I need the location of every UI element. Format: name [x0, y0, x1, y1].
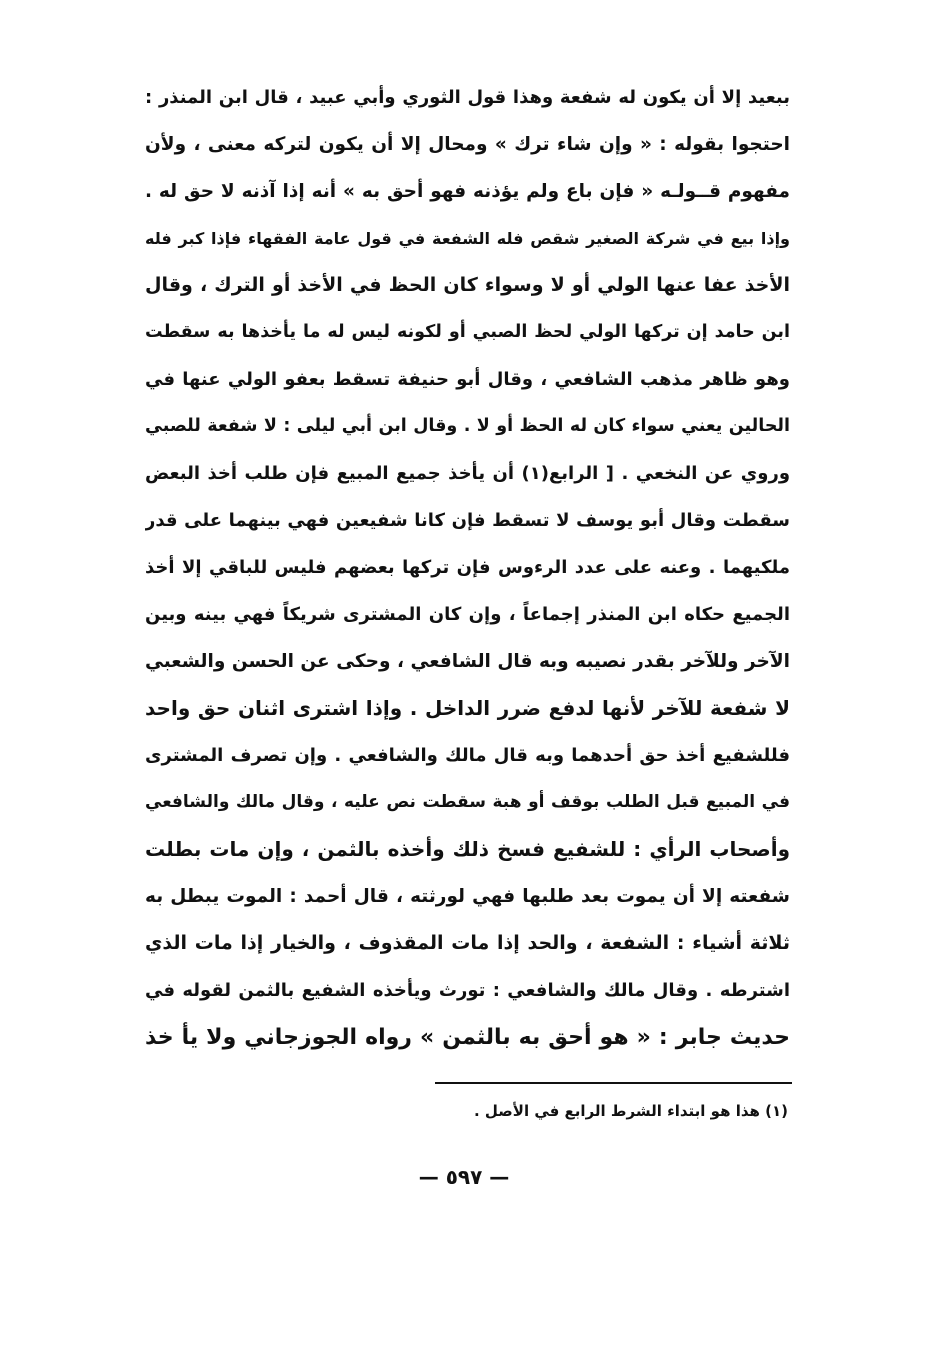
text-line-16: في المبيع قبل الطلب بوقف أو هبة سقطت نص عليه ، وقال مالك والشافعي — [145, 792, 790, 812]
text-line-18: شفعته إلا أن يموت بعد طلبها فهي لورثته ، قال أحمد : الموت يبطل به — [145, 886, 790, 907]
footnote-divider — [435, 1082, 792, 1084]
text-line-17: وأصحاب الرأي : للشفيع فسخ ذلك وأخذه بالثمن ، وإن مات بطلت — [145, 837, 790, 861]
text-line-3: مفهوم قــولـه « فإن باع ولم يؤذنه فهو أحق به » أنه إذا آذنه لا حق له . — [145, 181, 790, 202]
text-line-10: سقطت وقال أبو يوسف لا تسقط فإن كانا شفيعين فهي بينهما على قدر — [145, 510, 790, 531]
text-line-9: وروي عن النخعي . [ الرابع(١) أن يأخذ جميع المبيع فإن طلب أخذ البعض — [145, 463, 790, 484]
text-line-7: وهو ظاهر مذهب الشافعي ، وقال أبو حنيفة تسقط بعفو الولي عنها في — [145, 369, 790, 390]
text-line-13: الآخر وللآخر بقدر نصيبه وبه قال الشافعي ، وحكى عن الحسن والشعبي — [145, 651, 790, 672]
text-line-15: فللشفيع أخذ حق أحدهما وبه قال مالك والشافعي . وإن تصرف المشترى — [145, 745, 790, 766]
text-line-8: الحالين يعني سواء كان له الحظ أو لا . وقال ابن أبي ليلى : لا شفعة للصبي — [145, 416, 790, 436]
text-line-11: ملكيهما . وعنه على عدد الرءوس فإن تركها بعضهم فليس للباقي إلا أخذ — [145, 557, 790, 578]
footnote: (١) هذا هو ابتداء الشرط الرابع في الأصل . — [474, 1102, 788, 1120]
text-line-19: ثلاثة أشياء : الشفعة ، والحد إذا مات المقذوف ، والخيار إذا مات الذي — [145, 932, 790, 954]
text-line-12: الجميع حكاه ابن المنذر إجماعاً ، وإن كان المشترى شريكاً فهي بينه وبين — [145, 604, 790, 625]
text-line-1: ببعيد إلا أن يكون له شفعة وهذا قول الثوري وأبي عبيد ، قال ابن المنذر : — [145, 87, 790, 108]
main-text-block — [145, 74, 790, 1061]
text-line-2: احتجوا بقوله : « وإن شاء ترك » ومحال إلا أن يكون لتركه معنى ، ولأن — [145, 134, 790, 155]
text-line-14: لا شفعة للآخر لأنها لدفع ضرر الداخل . وإذا اشترى اثنان حق واحد — [145, 696, 790, 720]
text-line-5: الأخذ عفا عنها الولي أو لا وسواء كان الحظ في الأخذ أو الترك ، وقال — [145, 274, 790, 296]
text-line-20: اشترطه . وقال مالك والشافعي : تورث ويأخذه الشفيع بالثمن لقوله في — [145, 980, 790, 1001]
text-line-4: وإذا بيع في شركة الصغير شقص فله الشفعة في قول عامة الفقهاء فإذا كبر فله — [145, 229, 790, 248]
text-line-21: حديث جابر : « هو أحق به بالثمن » رواه الجوزجاني ولا يأ خذ — [145, 1025, 790, 1050]
text-line-6: ابن حامد إن تركها الولي لحظ الصبي أو لكونه ليس له ما يأخذها به سقطت — [145, 322, 790, 342]
page-number: — ٥٩٧ — — [418, 1165, 510, 1189]
